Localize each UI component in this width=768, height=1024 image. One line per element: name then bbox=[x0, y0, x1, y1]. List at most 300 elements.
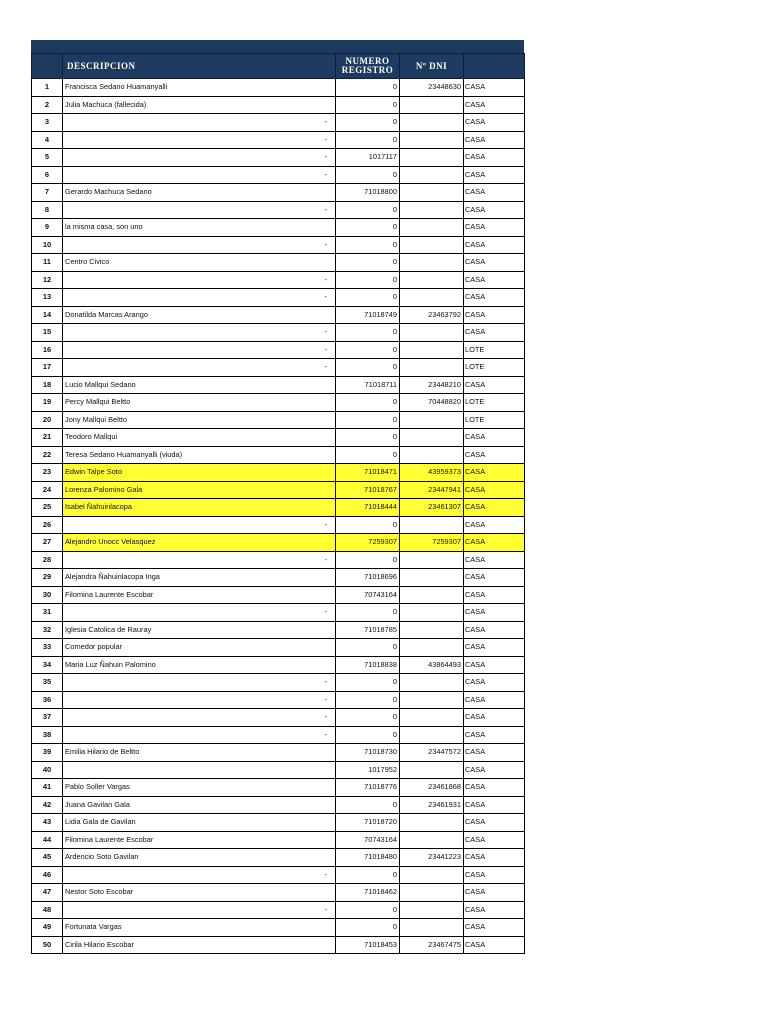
row-number: 13 bbox=[32, 289, 63, 307]
cell-dni bbox=[400, 446, 464, 464]
row-number: 10 bbox=[32, 236, 63, 254]
row-number: 18 bbox=[32, 376, 63, 394]
cell-tipo: CASA bbox=[464, 551, 525, 569]
row-number: 32 bbox=[32, 621, 63, 639]
table-row bbox=[32, 674, 525, 692]
cell-tipo: CASA bbox=[464, 131, 525, 149]
cell-tipo: CASA bbox=[464, 779, 525, 797]
registry-table bbox=[31, 53, 525, 954]
cell-dni bbox=[400, 831, 464, 849]
table-row bbox=[32, 306, 525, 324]
cell-descripcion: - bbox=[63, 201, 336, 219]
cell-numero-registro: 0 bbox=[336, 901, 400, 919]
cell-descripcion: - bbox=[63, 131, 336, 149]
cell-numero-registro: 0 bbox=[336, 201, 400, 219]
table-row bbox=[32, 219, 525, 237]
col-header-dni: Nº DNI bbox=[400, 54, 464, 79]
cell-descripcion: Comedor popular bbox=[63, 639, 336, 657]
cell-numero-registro: 71018696 bbox=[336, 569, 400, 587]
cell-dni bbox=[400, 604, 464, 622]
row-number: 21 bbox=[32, 429, 63, 447]
cell-descripcion: Donatilda Marcas Arango bbox=[63, 306, 336, 324]
cell-numero-registro: 0 bbox=[336, 166, 400, 184]
table-row bbox=[32, 131, 525, 149]
row-number: 39 bbox=[32, 744, 63, 762]
cell-numero-registro: 0 bbox=[336, 446, 400, 464]
cell-tipo: CASA bbox=[464, 184, 525, 202]
cell-tipo: LOTE bbox=[464, 411, 525, 429]
cell-numero-registro: 71018767 bbox=[336, 481, 400, 499]
table-row bbox=[32, 709, 525, 727]
cell-descripcion: Centro Civico bbox=[63, 254, 336, 272]
cell-numero-registro: 0 bbox=[336, 289, 400, 307]
cell-tipo: CASA bbox=[464, 464, 525, 482]
cell-dni bbox=[400, 184, 464, 202]
cell-dni: 43959373 bbox=[400, 464, 464, 482]
row-number: 11 bbox=[32, 254, 63, 272]
cell-descripcion: Filomina Laurente Escobar bbox=[63, 586, 336, 604]
cell-numero-registro: 0 bbox=[336, 411, 400, 429]
cell-dni bbox=[400, 254, 464, 272]
spreadsheet bbox=[31, 40, 524, 954]
row-number: 49 bbox=[32, 919, 63, 937]
cell-dni bbox=[400, 919, 464, 937]
row-number: 44 bbox=[32, 831, 63, 849]
table-row bbox=[32, 901, 525, 919]
cell-tipo: CASA bbox=[464, 201, 525, 219]
cell-numero-registro: 0 bbox=[336, 866, 400, 884]
cell-numero-registro: 0 bbox=[336, 516, 400, 534]
cell-numero-registro: 0 bbox=[336, 341, 400, 359]
cell-descripcion: - bbox=[63, 551, 336, 569]
table-row bbox=[32, 814, 525, 832]
cell-numero-registro: 71018462 bbox=[336, 884, 400, 902]
table-row bbox=[32, 656, 525, 674]
cell-descripcion: Isabel Ñahuinlacopa bbox=[63, 499, 336, 517]
cell-numero-registro: 0 bbox=[336, 429, 400, 447]
header-row bbox=[32, 54, 525, 79]
cell-descripcion: - bbox=[63, 604, 336, 622]
cell-dni bbox=[400, 411, 464, 429]
cell-descripcion: Iglesia Catolica de Rauray bbox=[63, 621, 336, 639]
cell-descripcion: Lucio Mallqui Sedano bbox=[63, 376, 336, 394]
cell-tipo: CASA bbox=[464, 936, 525, 954]
row-number: 15 bbox=[32, 324, 63, 342]
col-header-tipo bbox=[464, 54, 525, 79]
cell-descripcion: Pablo Soller Vargas bbox=[63, 779, 336, 797]
row-number: 26 bbox=[32, 516, 63, 534]
cell-tipo: CASA bbox=[464, 866, 525, 884]
cell-numero-registro: 0 bbox=[336, 254, 400, 272]
row-number: 50 bbox=[32, 936, 63, 954]
cell-dni bbox=[400, 726, 464, 744]
cell-tipo: CASA bbox=[464, 271, 525, 289]
cell-tipo: CASA bbox=[464, 289, 525, 307]
table-row bbox=[32, 866, 525, 884]
cell-descripcion bbox=[63, 761, 336, 779]
table-row bbox=[32, 166, 525, 184]
cell-dni bbox=[400, 201, 464, 219]
row-number: 41 bbox=[32, 779, 63, 797]
row-number: 20 bbox=[32, 411, 63, 429]
cell-numero-registro: 70743164 bbox=[336, 586, 400, 604]
cell-descripcion: - bbox=[63, 324, 336, 342]
table-row bbox=[32, 744, 525, 762]
row-number: 38 bbox=[32, 726, 63, 744]
row-number: 8 bbox=[32, 201, 63, 219]
table-row bbox=[32, 831, 525, 849]
cell-dni: 23467475 bbox=[400, 936, 464, 954]
cell-tipo: CASA bbox=[464, 499, 525, 517]
table-row bbox=[32, 464, 525, 482]
cell-dni bbox=[400, 96, 464, 114]
row-number: 6 bbox=[32, 166, 63, 184]
row-number: 9 bbox=[32, 219, 63, 237]
cell-dni: 23447941 bbox=[400, 481, 464, 499]
cell-descripcion: Maria Luz Ñahuin Palomino bbox=[63, 656, 336, 674]
cell-dni bbox=[400, 691, 464, 709]
col-header-registro-line1: NUMERO bbox=[345, 56, 390, 66]
table-row bbox=[32, 936, 525, 954]
cell-descripcion: Lidia Gala de Gavilan bbox=[63, 814, 336, 832]
cell-tipo: CASA bbox=[464, 306, 525, 324]
cell-numero-registro: 0 bbox=[336, 691, 400, 709]
cell-descripcion: - bbox=[63, 866, 336, 884]
cell-descripcion: - bbox=[63, 289, 336, 307]
cell-tipo: CASA bbox=[464, 674, 525, 692]
row-number: 7 bbox=[32, 184, 63, 202]
table-row bbox=[32, 341, 525, 359]
cell-descripcion: - bbox=[63, 691, 336, 709]
cell-dni bbox=[400, 359, 464, 377]
cell-dni bbox=[400, 219, 464, 237]
cell-numero-registro: 0 bbox=[336, 604, 400, 622]
cell-descripcion: - bbox=[63, 166, 336, 184]
cell-descripcion: Emilia Hilario de Beltto bbox=[63, 744, 336, 762]
cell-tipo: CASA bbox=[464, 534, 525, 552]
cell-numero-registro: 0 bbox=[336, 726, 400, 744]
cell-numero-registro: 0 bbox=[336, 551, 400, 569]
cell-descripcion: Filomina Laurente Escobar bbox=[63, 831, 336, 849]
row-number: 30 bbox=[32, 586, 63, 604]
cell-numero-registro: 70743164 bbox=[336, 831, 400, 849]
cell-dni: 23461868 bbox=[400, 779, 464, 797]
cell-dni bbox=[400, 761, 464, 779]
header-band bbox=[31, 40, 524, 53]
cell-dni bbox=[400, 621, 464, 639]
cell-dni: 23461307 bbox=[400, 499, 464, 517]
cell-tipo: CASA bbox=[464, 919, 525, 937]
cell-dni: 23447572 bbox=[400, 744, 464, 762]
table-row bbox=[32, 96, 525, 114]
cell-tipo: CASA bbox=[464, 831, 525, 849]
cell-tipo: CASA bbox=[464, 376, 525, 394]
cell-descripcion: Ardencio Soto Gavilan bbox=[63, 849, 336, 867]
cell-tipo: CASA bbox=[464, 114, 525, 132]
cell-descripcion: - bbox=[63, 516, 336, 534]
cell-tipo: CASA bbox=[464, 744, 525, 762]
row-number: 34 bbox=[32, 656, 63, 674]
table-row bbox=[32, 516, 525, 534]
row-number: 17 bbox=[32, 359, 63, 377]
table-row bbox=[32, 551, 525, 569]
cell-descripcion: Cirila Hilario Escobar bbox=[63, 936, 336, 954]
row-number: 33 bbox=[32, 639, 63, 657]
cell-numero-registro: 71018776 bbox=[336, 779, 400, 797]
cell-descripcion: Nestor Soto Escobar bbox=[63, 884, 336, 902]
cell-dni: 23441223 bbox=[400, 849, 464, 867]
table-row bbox=[32, 621, 525, 639]
table-row bbox=[32, 411, 525, 429]
row-number: 16 bbox=[32, 341, 63, 359]
cell-tipo: CASA bbox=[464, 446, 525, 464]
cell-dni bbox=[400, 429, 464, 447]
row-number: 23 bbox=[32, 464, 63, 482]
table-row bbox=[32, 201, 525, 219]
cell-numero-registro: 71018749 bbox=[336, 306, 400, 324]
cell-descripcion: Alejandra Ñahuinlacopa Inga bbox=[63, 569, 336, 587]
col-header-registro bbox=[336, 54, 400, 79]
cell-descripcion: - bbox=[63, 726, 336, 744]
cell-numero-registro: 0 bbox=[336, 114, 400, 132]
cell-dni bbox=[400, 674, 464, 692]
cell-descripcion: - bbox=[63, 359, 336, 377]
cell-tipo: CASA bbox=[464, 219, 525, 237]
cell-dni bbox=[400, 866, 464, 884]
cell-descripcion: Francisca Sedano Huamanyalli bbox=[63, 79, 336, 97]
cell-descripcion: - bbox=[63, 709, 336, 727]
cell-tipo: CASA bbox=[464, 236, 525, 254]
cell-numero-registro: 0 bbox=[336, 674, 400, 692]
table-body bbox=[32, 79, 525, 954]
row-number: 43 bbox=[32, 814, 63, 832]
table-row bbox=[32, 446, 525, 464]
cell-tipo: CASA bbox=[464, 901, 525, 919]
cell-dni bbox=[400, 271, 464, 289]
table-row bbox=[32, 79, 525, 97]
row-number: 25 bbox=[32, 499, 63, 517]
cell-descripcion: Teresa Sedano Huamanyalli (viuda) bbox=[63, 446, 336, 464]
cell-tipo: CASA bbox=[464, 481, 525, 499]
cell-tipo: CASA bbox=[464, 639, 525, 657]
table-row bbox=[32, 149, 525, 167]
cell-dni bbox=[400, 551, 464, 569]
cell-numero-registro: 0 bbox=[336, 359, 400, 377]
cell-tipo: LOTE bbox=[464, 359, 525, 377]
table-row bbox=[32, 586, 525, 604]
table-row bbox=[32, 289, 525, 307]
row-number: 40 bbox=[32, 761, 63, 779]
cell-tipo: CASA bbox=[464, 166, 525, 184]
cell-tipo: CASA bbox=[464, 516, 525, 534]
table-row bbox=[32, 271, 525, 289]
cell-dni bbox=[400, 901, 464, 919]
cell-descripcion: Percy Mallqui Beltto bbox=[63, 394, 336, 412]
cell-numero-registro: 71018471 bbox=[336, 464, 400, 482]
row-number: 5 bbox=[32, 149, 63, 167]
table-row bbox=[32, 849, 525, 867]
table-row bbox=[32, 761, 525, 779]
cell-numero-registro: 71018838 bbox=[336, 656, 400, 674]
cell-dni bbox=[400, 814, 464, 832]
cell-tipo: CASA bbox=[464, 726, 525, 744]
row-number: 19 bbox=[32, 394, 63, 412]
cell-tipo: CASA bbox=[464, 149, 525, 167]
cell-dni bbox=[400, 324, 464, 342]
table-row bbox=[32, 726, 525, 744]
cell-tipo: CASA bbox=[464, 79, 525, 97]
cell-numero-registro: 71018711 bbox=[336, 376, 400, 394]
col-header-registro-line2: REGISTRO bbox=[341, 65, 394, 75]
row-number: 37 bbox=[32, 709, 63, 727]
cell-tipo: CASA bbox=[464, 814, 525, 832]
cell-descripcion: - bbox=[63, 674, 336, 692]
row-number: 24 bbox=[32, 481, 63, 499]
cell-descripcion: Lorenza Palomino Gala bbox=[63, 481, 336, 499]
cell-descripcion: Gerardo Machuca Sedano bbox=[63, 184, 336, 202]
table-row bbox=[32, 884, 525, 902]
table-row bbox=[32, 691, 525, 709]
cell-dni: 43864493 bbox=[400, 656, 464, 674]
table-row bbox=[32, 569, 525, 587]
cell-descripcion: Jony Mallqui Beltto bbox=[63, 411, 336, 429]
cell-numero-registro: 71018720 bbox=[336, 814, 400, 832]
cell-tipo: CASA bbox=[464, 429, 525, 447]
cell-dni: 23463792 bbox=[400, 306, 464, 324]
cell-tipo: CASA bbox=[464, 96, 525, 114]
cell-numero-registro: 0 bbox=[336, 394, 400, 412]
cell-numero-registro: 0 bbox=[336, 709, 400, 727]
cell-numero-registro: 0 bbox=[336, 639, 400, 657]
cell-dni bbox=[400, 166, 464, 184]
cell-descripcion: Edwin Talpe Soto bbox=[63, 464, 336, 482]
cell-descripcion: - bbox=[63, 236, 336, 254]
table-row bbox=[32, 184, 525, 202]
cell-descripcion: - bbox=[63, 149, 336, 167]
table-row bbox=[32, 114, 525, 132]
cell-numero-registro: 0 bbox=[336, 324, 400, 342]
cell-dni: 23461931 bbox=[400, 796, 464, 814]
cell-dni: 7259307 bbox=[400, 534, 464, 552]
cell-tipo: CASA bbox=[464, 586, 525, 604]
row-number: 1 bbox=[32, 79, 63, 97]
cell-dni bbox=[400, 131, 464, 149]
cell-dni bbox=[400, 586, 464, 604]
cell-numero-registro: 71018800 bbox=[336, 184, 400, 202]
table-row bbox=[32, 429, 525, 447]
row-number: 31 bbox=[32, 604, 63, 622]
cell-numero-registro: 1017952 bbox=[336, 761, 400, 779]
cell-descripcion: la misma casa, son uno bbox=[63, 219, 336, 237]
row-number: 42 bbox=[32, 796, 63, 814]
cell-descripcion: - bbox=[63, 271, 336, 289]
cell-descripcion: Alejandro Unocc Velasquez bbox=[63, 534, 336, 552]
cell-numero-registro: 0 bbox=[336, 96, 400, 114]
cell-numero-registro: 0 bbox=[336, 79, 400, 97]
cell-dni bbox=[400, 709, 464, 727]
row-number: 12 bbox=[32, 271, 63, 289]
row-number: 14 bbox=[32, 306, 63, 324]
cell-tipo: CASA bbox=[464, 621, 525, 639]
table-row bbox=[32, 796, 525, 814]
table-row bbox=[32, 499, 525, 517]
cell-tipo: CASA bbox=[464, 884, 525, 902]
cell-tipo: CASA bbox=[464, 796, 525, 814]
cell-dni bbox=[400, 569, 464, 587]
cell-numero-registro: 1017117 bbox=[336, 149, 400, 167]
row-number: 46 bbox=[32, 866, 63, 884]
cell-tipo: CASA bbox=[464, 604, 525, 622]
row-number: 29 bbox=[32, 569, 63, 587]
table-row bbox=[32, 639, 525, 657]
cell-descripcion: - bbox=[63, 901, 336, 919]
cell-dni bbox=[400, 236, 464, 254]
cell-descripcion: Teodoro Mallqui bbox=[63, 429, 336, 447]
cell-descripcion: - bbox=[63, 114, 336, 132]
cell-descripcion: Juana Gavilan Gala bbox=[63, 796, 336, 814]
cell-numero-registro: 0 bbox=[336, 131, 400, 149]
cell-tipo: LOTE bbox=[464, 394, 525, 412]
row-number: 2 bbox=[32, 96, 63, 114]
table-row bbox=[32, 779, 525, 797]
cell-dni bbox=[400, 516, 464, 534]
col-header-descripcion: DESCRIPCION bbox=[63, 54, 336, 79]
cell-numero-registro: 0 bbox=[336, 796, 400, 814]
cell-numero-registro: 0 bbox=[336, 219, 400, 237]
cell-tipo: CASA bbox=[464, 849, 525, 867]
table-row bbox=[32, 236, 525, 254]
cell-numero-registro: 0 bbox=[336, 236, 400, 254]
table-row bbox=[32, 919, 525, 937]
cell-tipo: CASA bbox=[464, 691, 525, 709]
cell-tipo: CASA bbox=[464, 324, 525, 342]
cell-numero-registro: 71018785 bbox=[336, 621, 400, 639]
row-number: 3 bbox=[32, 114, 63, 132]
table-row bbox=[32, 534, 525, 552]
cell-dni bbox=[400, 341, 464, 359]
cell-tipo: LOTE bbox=[464, 341, 525, 359]
cell-dni: 23448630 bbox=[400, 79, 464, 97]
cell-tipo: CASA bbox=[464, 254, 525, 272]
cell-tipo: CASA bbox=[464, 656, 525, 674]
table-row bbox=[32, 481, 525, 499]
cell-descripcion: - bbox=[63, 341, 336, 359]
cell-numero-registro: 71018444 bbox=[336, 499, 400, 517]
cell-dni: 70448820 bbox=[400, 394, 464, 412]
row-number: 45 bbox=[32, 849, 63, 867]
row-number: 4 bbox=[32, 131, 63, 149]
row-number: 48 bbox=[32, 901, 63, 919]
cell-descripcion: Julia Machuca (fallecida) bbox=[63, 96, 336, 114]
row-number: 28 bbox=[32, 551, 63, 569]
cell-dni bbox=[400, 639, 464, 657]
table-row bbox=[32, 254, 525, 272]
cell-numero-registro: 71018453 bbox=[336, 936, 400, 954]
cell-tipo: CASA bbox=[464, 569, 525, 587]
cell-numero-registro: 71018480 bbox=[336, 849, 400, 867]
row-number: 22 bbox=[32, 446, 63, 464]
cell-numero-registro: 0 bbox=[336, 271, 400, 289]
cell-tipo: CASA bbox=[464, 709, 525, 727]
table-row bbox=[32, 604, 525, 622]
cell-dni bbox=[400, 884, 464, 902]
row-number: 35 bbox=[32, 674, 63, 692]
cell-dni bbox=[400, 289, 464, 307]
cell-numero-registro: 7259307 bbox=[336, 534, 400, 552]
cell-tipo: CASA bbox=[464, 761, 525, 779]
table-row bbox=[32, 394, 525, 412]
table-row bbox=[32, 376, 525, 394]
